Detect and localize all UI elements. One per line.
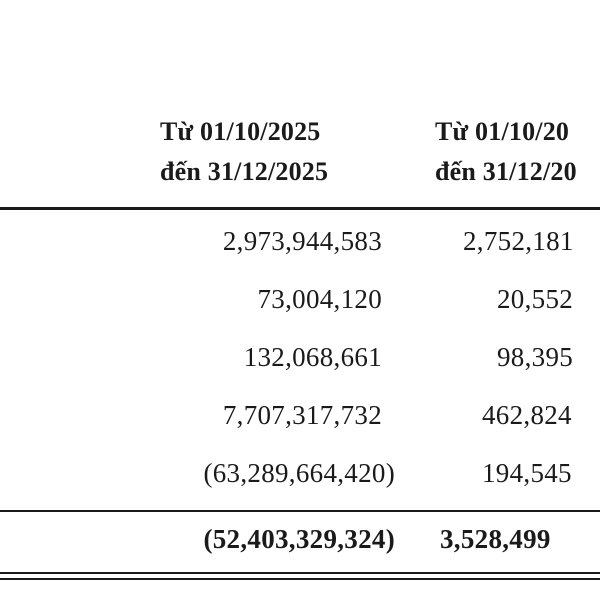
cell-current-period: 7,707,317,732 xyxy=(222,400,382,430)
table-row xyxy=(0,392,600,450)
column-header-line1: Từ 01/10/20 xyxy=(435,117,570,146)
cell-prior-period: 194,545 xyxy=(482,458,572,488)
cell-prior-period: 98,395 xyxy=(497,342,574,372)
cell-current-period: (63,289,664,420) xyxy=(203,458,395,488)
cell-current-period: 73,004,120 xyxy=(257,284,382,314)
column-header-line2: đến 31/12/20 xyxy=(435,157,577,186)
total-current-period: (52,403,329,324) xyxy=(203,524,395,554)
header-divider xyxy=(0,207,600,210)
total-double-rule-upper xyxy=(0,572,600,574)
cell-prior-period: 462,824 xyxy=(482,400,572,430)
total-divider-top xyxy=(0,510,600,512)
column-header-prior-period xyxy=(435,112,577,192)
column-header-line2: đến 31/12/2025 xyxy=(160,157,329,186)
cell-current-period: 2,973,944,583 xyxy=(222,226,382,256)
table-row xyxy=(0,276,600,334)
total-prior-period: 3,528,499 xyxy=(440,524,551,554)
column-header-line1: Từ 01/10/2025 xyxy=(160,117,321,146)
total-row xyxy=(0,516,600,570)
total-double-rule-lower xyxy=(0,578,600,580)
cell-current-period: 132,068,661 xyxy=(243,342,382,372)
cell-prior-period: 2,752,181 xyxy=(463,226,574,256)
table-row xyxy=(0,218,600,276)
table-row xyxy=(0,334,600,392)
cell-prior-period: 20,552 xyxy=(497,284,574,314)
table-row xyxy=(0,450,600,508)
column-header-current-period xyxy=(160,112,328,192)
table-body xyxy=(0,218,600,508)
